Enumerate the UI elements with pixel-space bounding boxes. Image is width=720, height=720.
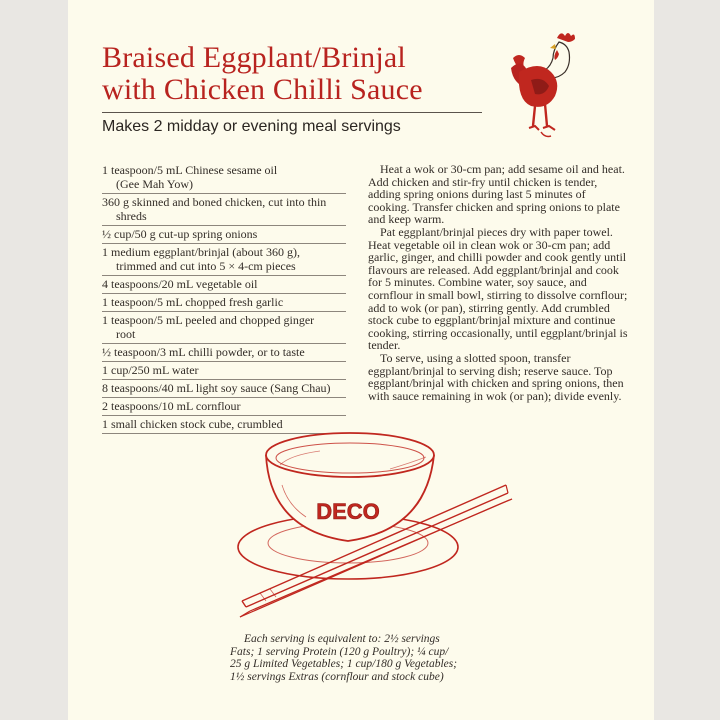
title-divider	[102, 112, 482, 113]
footnote-line: 1½ servings Extras (cornflour and stock cube)	[230, 670, 444, 683]
ingredient-item: ½ teaspoon/3 mL chilli powder, or to taste	[102, 344, 346, 362]
ingredient-item: 1 medium eggplant/brinjal (about 360 g), trimmed and cut into 5 × 4-cm pieces	[102, 244, 346, 276]
ingredient-item: 1 teaspoon/5 mL chopped fresh garlic	[102, 294, 346, 312]
title-line-2: with Chicken Chilli Sauce	[102, 73, 423, 106]
recipe-title	[102, 42, 482, 106]
serving-equivalent-note	[230, 633, 500, 683]
bowl-with-chopsticks-icon	[230, 425, 520, 625]
ingredient-item: 1 teaspoon/5 mL peeled and chopped ginger root	[102, 312, 346, 344]
ingredient-item: 1 small chicken stock cube, crumbled	[102, 416, 346, 434]
ingredient-item: 1 teaspoon/5 mL Chinese sesame oil (Gee Mah Yow)	[102, 162, 346, 194]
ingredient-item: 1 cup/250 mL water	[102, 362, 346, 380]
method-step-1: Heat a wok or 30-cm pan; add sesame oil and heat. Add chicken and stir-fry until chicken is tender, adding spring onions during last 5 minutes of cooking. Transfer chicken and spring onions to plate and keep warm.	[368, 162, 625, 227]
ingredient-item: 8 teaspoons/40 mL light soy sauce (Sang Chau)	[102, 380, 346, 398]
method-step-3: To serve, using a slotted spoon, transfer eggplant/brinjal to serving dish; reserve sauce. Top eggplant/brinjal with chicken and spring onions, then with sauce remaining in wok (or pan); divide evenly.	[368, 350, 624, 403]
ingredient-list	[102, 162, 346, 434]
footnote-line: 25 g Limited Vegetables; 1 cup/180 g Vegetables;	[230, 658, 458, 670]
method-text	[368, 163, 630, 402]
ingredient-item: ½ cup/50 g cut-up spring onions	[102, 226, 346, 244]
footnote-line: Fats; 1 serving Protein (120 g Poultry); ¼ cup/	[230, 645, 449, 658]
servings-note: Makes 2 midday or evening meal servings	[102, 118, 401, 135]
method-step-2: Pat eggplant/brinjal pieces dry with paper towel. Heat vegetable oil in clean wok or 30-cm pan; add garlic, ginger, and chilli powder and cook gently until flavours are released. Add eggplant/brinjal and cook for 5 minutes. Combine water, soy sauce, and cornflour in small bowl, stirring to dissolve cornflour; add to wok (or pan), stirring gently. Add crumbled stock cube to eggplant/brinjal mixture and continue cooking, stirring occasionally, until eggplant/brinjal is tender.	[368, 224, 628, 353]
ingredient-item: 2 teaspoons/10 mL cornflour	[102, 398, 346, 416]
rooster-icon	[505, 28, 585, 140]
ingredient-item: 360 g skinned and boned chicken, cut into thin shreds	[102, 194, 346, 226]
title-line-1: Braised Eggplant/Brinjal	[102, 41, 406, 74]
footnote-line: Each serving is equivalent to: 2½ servings	[244, 633, 440, 645]
ingredient-item: 4 teaspoons/20 mL vegetable oil	[102, 276, 346, 294]
bowl-label: DECO	[316, 499, 380, 524]
